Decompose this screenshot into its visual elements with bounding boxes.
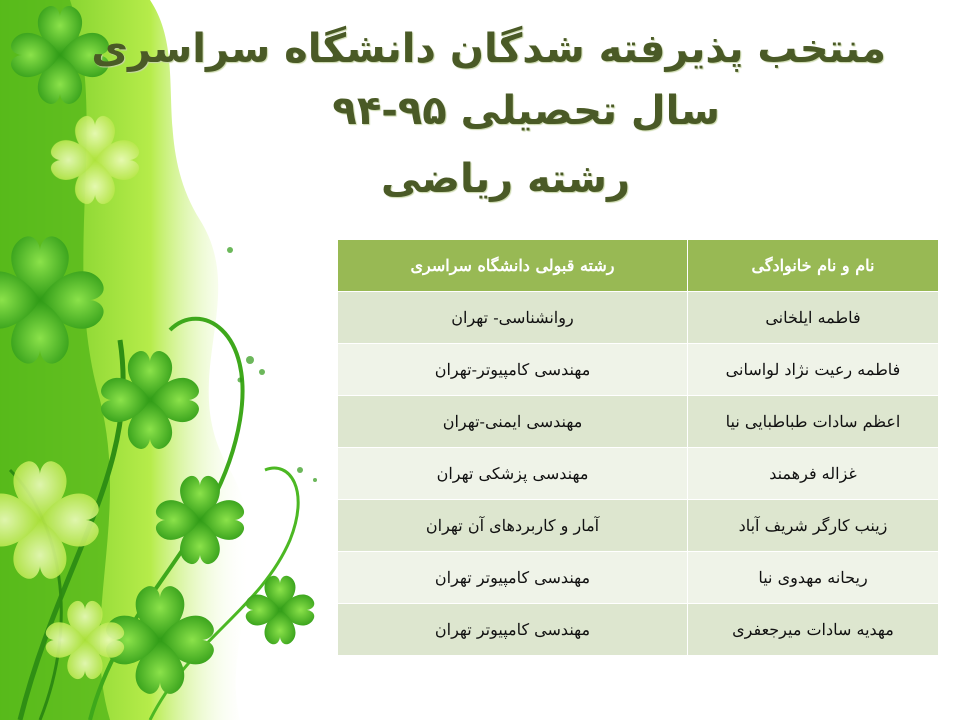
student-name: فاطمه ایلخانی <box>688 292 939 344</box>
title-line-1: منتخب پذیرفته شدگان دانشگاه سراسری <box>91 26 886 72</box>
header-field: رشته قبولی دانشگاه سراسری <box>338 240 688 292</box>
student-name: فاطمه رعیت نژاد لواسانی <box>688 344 939 396</box>
title-line-3: رشته ریاضی <box>380 156 630 202</box>
admitted-field: مهندسی پزشکی تهران <box>338 448 688 500</box>
title-line-2: سال تحصیلی ۹۵-۹۴ <box>332 88 720 134</box>
student-name: اعظم سادات طباطبایی نیا <box>688 396 939 448</box>
table-row <box>338 448 939 500</box>
table-row <box>338 552 939 604</box>
student-name: مهدیه سادات میرجعفری <box>688 604 939 656</box>
admitted-students-table <box>337 239 939 656</box>
admitted-field: آمار و کاربردهای آن تهران <box>338 500 688 552</box>
admitted-field: مهندسی کامپیوتر تهران <box>338 604 688 656</box>
admitted-field: مهندسی ایمنی-تهران <box>338 396 688 448</box>
table-header-row <box>338 240 939 292</box>
table-row <box>338 396 939 448</box>
table-row <box>338 292 939 344</box>
table-row <box>338 344 939 396</box>
student-name: ریحانه مهدوی نیا <box>688 552 939 604</box>
header-name: نام و نام خانوادگی <box>688 240 939 292</box>
admitted-field: مهندسی کامپیوتر تهران <box>338 552 688 604</box>
table-row <box>338 500 939 552</box>
table-row <box>338 604 939 656</box>
student-name: غزاله فرهمند <box>688 448 939 500</box>
student-name: زینب کارگر شریف آباد <box>688 500 939 552</box>
admitted-field: روانشناسی- تهران <box>338 292 688 344</box>
admitted-field: مهندسی کامپیوتر-تهران <box>338 344 688 396</box>
